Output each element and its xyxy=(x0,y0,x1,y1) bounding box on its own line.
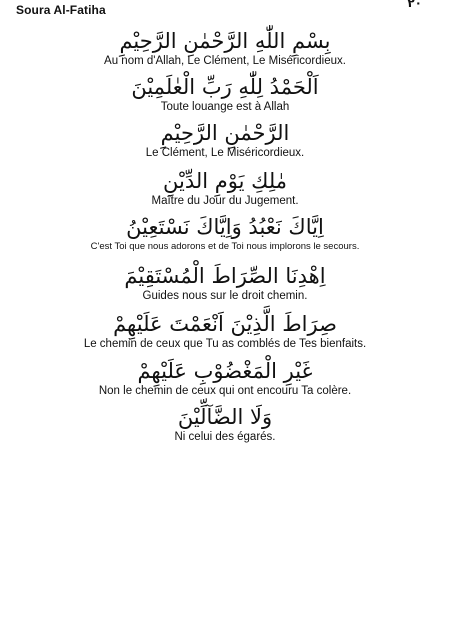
verse-9-arabic: وَلَا الضَّآلِّيْنَ xyxy=(177,405,273,429)
verse-8-french: Non le chemin de ceux qui ont encouru Ta colère. xyxy=(98,385,352,397)
verse-8 xyxy=(0,358,450,398)
verse-3-arabic: الرَّحْمٰنِ الرَّحِيْمِ xyxy=(160,121,290,145)
verse-6 xyxy=(0,263,450,303)
verse-5-arabic: اِيَّاكَ نَعْبُدُ وَاِيَّاكَ نَسْتَعِيْنُ xyxy=(126,215,324,239)
verse-2-arabic: اَلْحَمْدُ لِلّٰهِ رَبِّ الْعٰلَمِيْنَ xyxy=(131,75,319,99)
verse-9-french: Ni celui des égarés. xyxy=(174,431,276,443)
verse-1-arabic: بِسْمِ اللّٰهِ الرَّحْمٰنِ الرَّحِيْمِ xyxy=(119,29,331,53)
verse-5-french: C'est Toi que nous adorons et de Toi nous implorons le secours. xyxy=(90,241,360,252)
verse-5 xyxy=(0,214,450,254)
verse-7 xyxy=(0,311,450,351)
verse-3-french: Le Clément, Le Miséricordieux. xyxy=(145,147,305,159)
verse-7-arabic: صِرَاطَ الَّذِيْنَ اَنْعَمْتَ عَلَيْهِمْ xyxy=(113,312,337,336)
verse-2 xyxy=(0,74,450,114)
verse-4-arabic: مٰلِكِ يَوْمِ الدِّيْنِ xyxy=(162,169,288,193)
verse-4 xyxy=(0,168,450,208)
verse-3 xyxy=(0,120,450,160)
verse-1-french: Au nom d'Allah, Le Clément, Le Miséricordieux. xyxy=(104,55,346,67)
verse-7-french: Le chemin de ceux que Tu as comblés de Tes bienfaits. xyxy=(83,338,367,350)
verse-8-arabic: غَيْرِ الْمَغْضُوْبِ عَلَيْهِمْ xyxy=(137,359,313,383)
corner-mark: ٢٠ xyxy=(407,0,422,10)
verse-4-french: Maître du Jour du Jugement. xyxy=(151,195,299,207)
verse-6-french: Guides nous sur le droit chemin. xyxy=(142,290,308,302)
verse-9 xyxy=(0,404,450,444)
verse-6-arabic: اِهْدِنَا الصِّرَاطَ الْمُسْتَقِيْمَ xyxy=(124,264,326,288)
verse-1 xyxy=(0,28,450,68)
document-title: Soura Al-Fatiha xyxy=(16,3,106,17)
verse-2-french: Toute louange est à Allah xyxy=(160,101,290,113)
